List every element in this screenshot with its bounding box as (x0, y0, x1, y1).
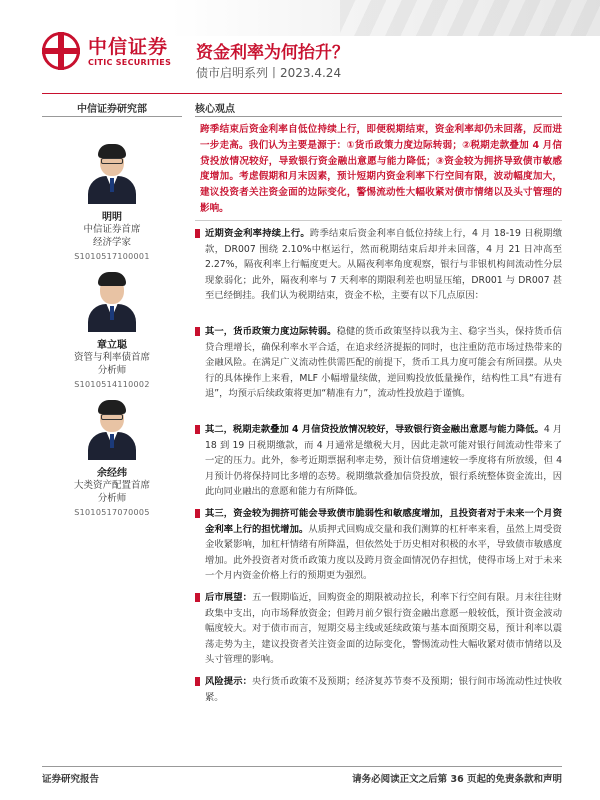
citic-logo-icon (42, 32, 80, 70)
research-dept-heading: 中信证券研究部 (77, 104, 147, 115)
logo-cn-text: 中信证券 (88, 36, 169, 58)
bullet-mark (195, 677, 200, 686)
analyst-title: 大类资产配置首席 (73, 480, 150, 491)
paragraph-lead: 风险提示： (205, 676, 252, 687)
paragraph-lead: 其二，税期走款叠加 4 月信贷投放情况较好，导致银行资金融出意愿与能力降低。 (205, 424, 544, 435)
avatar (86, 398, 138, 460)
avatar (86, 270, 138, 332)
avatar (86, 142, 138, 204)
header-divider (42, 93, 562, 94)
body-paragraph (195, 324, 562, 402)
body-paragraph (195, 590, 562, 668)
analyst-title: 资管与利率债首席 (73, 352, 150, 363)
footer-divider (42, 766, 562, 767)
citic-logo (42, 30, 182, 74)
paragraph-text: 从质押式回购成交量和我们测算的杠杆率来看，虽然上周受资金收紧影响，加杠杆情绪有所降温，但依然处于历史相对积极的水平，导致债市敏感度增加。此外投资者对货币政策力度以及跨月资金面情况仍存担忧，使得市场上对于未来一个月内资金价格上行的预期更为强烈。 (205, 523, 562, 582)
analyst-license: S1010514110002 (74, 380, 150, 389)
paragraph-text: 4 月 18 到 19 日税期缴款，而 4 月通常是缴税大月，因此走款可能对银行间流动性带来了一定的压力。此外，参考近期票据利率走势，预计信贷增速较一季度将有所放缓，但 4 月预计仍将保持同比多增的态势。税期缴款叠加信贷投放，银行系统整体资金流出，因此向同业融出的意愿和能力有所降低。 (205, 424, 562, 498)
body-paragraph (195, 506, 562, 584)
body-paragraph (195, 226, 562, 304)
analyst-license: S1010517100001 (74, 252, 150, 261)
analyst-card (52, 398, 172, 519)
bullet-mark (195, 509, 200, 518)
core-views-heading: 核心观点 (195, 104, 235, 115)
core-divider (195, 116, 562, 117)
analyst-title: 分析师 (97, 493, 127, 504)
body-paragraph (195, 674, 562, 705)
analyst-card (52, 270, 172, 391)
report-subtitle: 债市启明系列丨2023.4.24 (196, 66, 342, 80)
paragraph-lead: 后市展望： (205, 592, 252, 603)
analyst-title: 中信证券首席 (83, 224, 141, 235)
footer-disclaimer: 请务必阅读正文之后第 36 页起的免责条款和声明 (352, 774, 562, 785)
paragraph-text: 稳健的货币政策坚持以我为主、稳字当头，保持货币信贷合理增长，确保利率水平合适，在追求经济提振的同时，也注重防范市场过热带来的金融风险。在满足广义流动性供需匹配的前提下，货币工具力度可能会有所回摆。从央行的具体操作上来看，MLF 小幅增量续做，逆回购投放低量操作，结构性工具“有进有退”，均预示后续政策将更加“精准有力”，流动性投放趋于谨慎。 (205, 326, 562, 400)
header-band (170, 0, 600, 36)
paragraph-lead: 近期资金利率持续上行。 (205, 228, 310, 239)
analyst-title: 经济学家 (92, 237, 131, 248)
bullet-mark (195, 229, 200, 238)
analyst-title: 分析师 (97, 365, 127, 376)
body-paragraph (195, 422, 562, 500)
logo-en-text: CITIC SECURITIES (88, 58, 172, 67)
bullet-mark (195, 327, 200, 336)
bullet-mark (195, 425, 200, 434)
paragraph-text: 跨季结束后资金利率自低位持续上行，4 月 18-19 日税期缴款，DR007 围绕 2.10%中枢运行，然而税期结束后却并未回落，4 月 21 日冲高至 2.27%，隔夜利率上行幅度更大。从隔夜利率角度观察，银行与非银机构间流动性分层现象弱化；此外，隔夜利率与 7 天利率的期限利差也明显压缩，DR001 与 DR007 甚至已经倒挂。我们认为税期结束，资金不松，主要有以下几点原因： (205, 228, 562, 302)
report-title: 资金利率为何抬升？ (196, 43, 349, 63)
paragraph-lead: 其一，货币政策力度边际转弱。 (205, 326, 337, 337)
paragraph-text: 央行货币政策不及预期；经济复苏节奏不及预期；银行间市场流动性过快收紧。 (205, 676, 562, 703)
analyst-card (52, 142, 172, 263)
analyst-name: 章立聪 (97, 340, 127, 351)
key-summary: 跨季结束后资金利率自低位持续上行，即便税期结束，资金利率却仍未回落，反而进一步走高。我们认为主要是源于：①货币政策力度边际转弱；②税期走款叠加 4 月信贷投放情况较好，导致银行资金融出意愿与能力降低；③资金较为拥挤导致债市敏感度增加。考虑假期和月末因素，预计短期内资金利率下行空间有限，波动幅度加大，建议投资者关注资金面的边际变化，警惕流动性大幅收紧对债市情绪以及头寸管理的影响。 (200, 124, 562, 214)
summary-divider (195, 220, 562, 221)
footer-report-type: 证券研究报告 (42, 774, 100, 785)
paragraph-lead: 其三，资金较为拥挤可能会导致债市脆弱性和敏感度增加，且投资者对于未来一个月资金利率上行的担忧增加。 (205, 508, 562, 535)
report-header (0, 0, 600, 90)
analyst-name: 余经纬 (97, 468, 127, 479)
paragraph-text: 五一假期临近，回购资金的期限被动拉长，利率下行空间有限。月末往往财政集中支出，向市场释放资金；但跨月前夕银行资金融出意愿一般较低，预计资金波动幅度较大。对于债市而言，短期交易主线或延续政策与基本面预期交易，预计利率以震荡走势为主，建议投资者关注资金面的边际变化，警惕流动性大幅收紧对债市情绪以及头寸管理的影响。 (205, 592, 562, 666)
analyst-license: S1010517070005 (74, 508, 150, 517)
bullet-mark (195, 593, 200, 602)
left-divider (42, 116, 182, 117)
analyst-name: 明明 (102, 212, 122, 223)
